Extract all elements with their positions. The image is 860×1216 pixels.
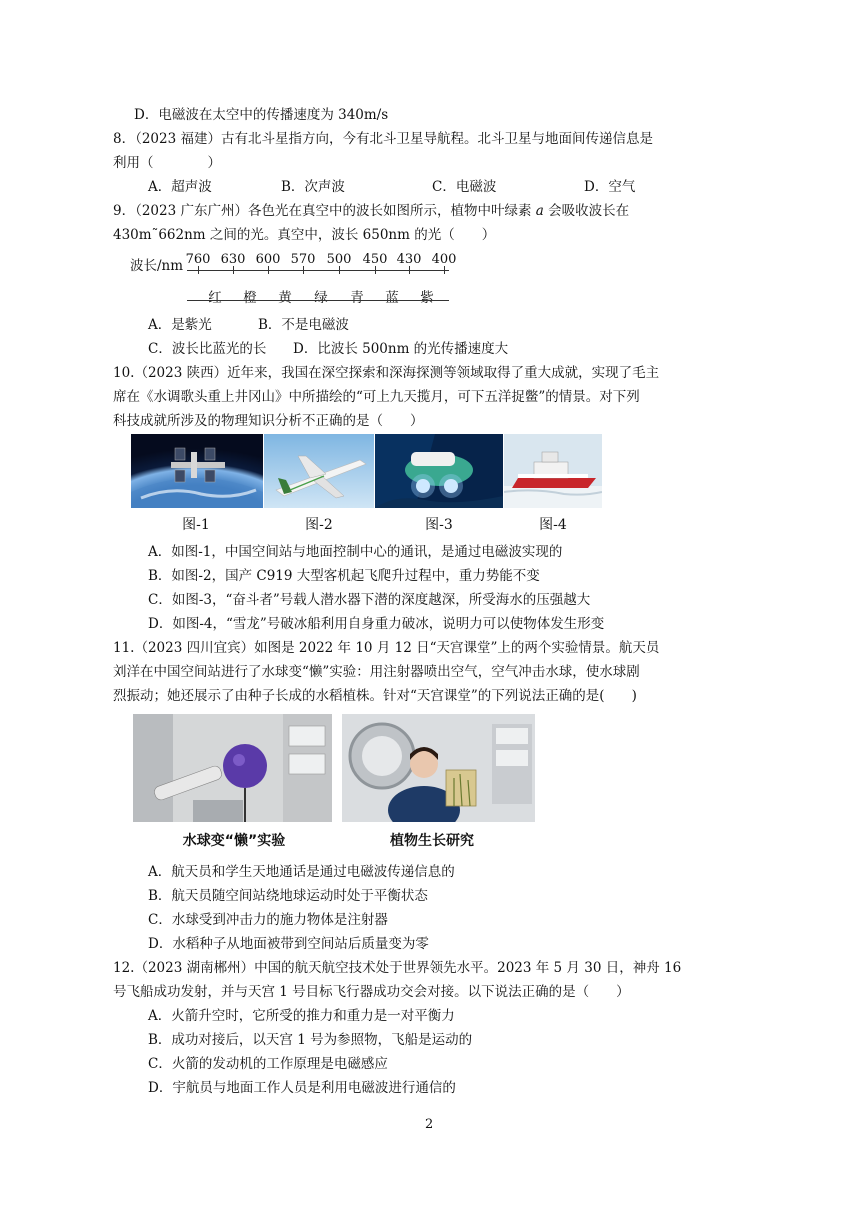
- q8-option-b: B．次声波: [281, 179, 345, 195]
- q8-stem-line2: 利用（ ）: [113, 155, 221, 171]
- q10-stem-line1: 10.（2023 陕西）近年来，我国在深空探索和深海探测等领域取得了重大成就，实现了毛主: [113, 365, 660, 381]
- q11-stem-line1: 11.（2023 四川宜宾）如图是 2022 年 10 月 12 日“天宫课堂”上的两个实验情景。航天员: [113, 640, 660, 656]
- color-cyan: 青: [350, 290, 364, 306]
- c919-plane-photo: [264, 434, 374, 508]
- wavelength-value: 450: [362, 252, 388, 267]
- wavelength-bottom-line: [187, 300, 449, 301]
- q8-option-d: D．空气: [584, 179, 636, 195]
- color-orange: 橙: [243, 290, 257, 306]
- q11-option-c: C．水球受到冲击力的施力物体是注射器: [148, 912, 388, 928]
- q11-option-a: A．航天员和学生天地通话是通过电磁波传递信息的: [148, 864, 455, 880]
- color-blue: 蓝: [385, 290, 399, 306]
- q11-stem-line2: 刘洋在中国空间站进行了水球变“懒”实验：用注射器喷出空气，空气冲击水球，使水球剧: [113, 664, 640, 680]
- q11-option-b: B．航天员随空间站绕地球运动时处于平衡状态: [148, 888, 428, 904]
- q9-stem-line1: [113, 203, 629, 219]
- q10-option-d: D．如图-4，“雪龙”号破冰船利用自身重力破冰，说明力可以使物体发生形变: [148, 616, 605, 632]
- wavelength-value: 570: [290, 252, 316, 267]
- submersible-photo: [375, 434, 503, 508]
- q10-stem-line2: 席在《水调歌头重上井冈山》中所描绘的“可上九天揽月，可下五洋捉鳖”的情景。对下列: [113, 389, 640, 405]
- wavelength-tick: [233, 266, 234, 274]
- q11-stem-line3: 烈振动；她还展示了由种子长成的水稻植株。针对“天宫课堂”的下列说法正确的是( ): [113, 688, 637, 704]
- q12-stem-line2: 号飞船成功发射，并与天宫 1 号目标飞行器成功交会对接。以下说法正确的是（ ）: [113, 984, 630, 1000]
- water-ball-photo: [133, 714, 332, 822]
- q9-option-d: D．比波长 500nm 的光传播速度大: [293, 341, 509, 357]
- wavelength-tick: [268, 266, 269, 274]
- color-violet: 紫: [420, 290, 434, 306]
- wavelength-tick: [409, 266, 410, 274]
- figure-caption-3: 图-3: [425, 517, 453, 533]
- q9-stem-text: 9．（2023 广东广州）各色光在真空中的波长如图所示，植物中叶绿素: [113, 203, 532, 219]
- wavelength-value: 600: [255, 252, 281, 267]
- plant-growth-photo: [342, 714, 535, 822]
- q12-option-b: B．成功对接后，以天宫 1 号为参照物，飞船是运动的: [148, 1032, 473, 1048]
- color-green: 绿: [314, 290, 328, 306]
- q10-option-b: B．如图-2，国产 C919 大型客机起飞爬升过程中，重力势能不变: [148, 568, 540, 584]
- wavelength-value: 430: [396, 252, 422, 267]
- wavelength-tick: [444, 266, 445, 274]
- q8-option-c: C．电磁波: [432, 179, 497, 195]
- wavelength-value: 500: [326, 252, 352, 267]
- color-red: 红: [208, 290, 222, 306]
- q9-option-a: A．是紫光: [148, 317, 212, 333]
- q10-stem-line3: 科技成就所涉及的物理知识分析不正确的是（ ）: [113, 413, 424, 429]
- plant-growth-caption: 植物生长研究: [390, 833, 474, 849]
- wavelength-tick: [375, 266, 376, 274]
- q9-var: a: [535, 203, 544, 219]
- page-number: 2: [425, 1117, 434, 1132]
- wavelength-tick: [303, 266, 304, 274]
- q8-option-a: A．超声波: [148, 179, 212, 195]
- color-yellow: 黄: [278, 290, 292, 306]
- space-station-photo: [131, 434, 263, 508]
- q9-stem-tail: 会吸收波长在: [548, 203, 630, 219]
- q7-option-d: D．电磁波在太空中的传播速度为 340m/s: [134, 107, 389, 123]
- q9-option-b: B．不是电磁波: [258, 317, 349, 333]
- q10-option-a: A．如图-1，中国空间站与地面控制中心的通讯，是通过电磁波实现的: [148, 544, 563, 560]
- wavelength-label: 波长/nm: [130, 258, 184, 274]
- q12-stem-line1: 12.（2023 湖南郴州）中国的航天航空技术处于世界领先水平。2023 年 5 月 30 日，神舟 16: [113, 960, 682, 976]
- figure-caption-2: 图-2: [305, 517, 333, 533]
- wavelength-value: 760: [185, 252, 211, 267]
- wavelength-tick: [339, 266, 340, 274]
- q9-option-c: C．波长比蓝光的长: [148, 341, 267, 357]
- q9-stem-line2: 430m˜662nm 之间的光。真空中，波长 650nm 的光（ ）: [113, 227, 496, 243]
- wavelength-value: 630: [220, 252, 246, 267]
- water-ball-caption: 水球变“懒”实验: [182, 833, 286, 849]
- q11-option-d: D．水稻种子从地面被带到空间站后质量变为零: [148, 936, 429, 952]
- figure-caption-1: 图-1: [182, 517, 210, 533]
- q12-option-a: A．火箭升空时，它所受的推力和重力是一对平衡力: [148, 1008, 455, 1024]
- wavelength-tick: [198, 266, 199, 274]
- q8-stem-line1: 8．（2023 福建）古有北斗星指方向，今有北斗卫星导航程。北斗卫星与地面间传递信息是: [113, 131, 653, 147]
- wavelength-value: 400: [431, 252, 457, 267]
- figure-caption-4: 图-4: [539, 517, 567, 533]
- q10-option-c: C．如图-3，“奋斗者”号载人潜水器下潜的深度越深，所受海水的压强越大: [148, 592, 591, 608]
- q12-option-c: C．火箭的发动机的工作原理是电磁感应: [148, 1056, 388, 1072]
- q12-option-d: D．宇航员与地面工作人员是利用电磁波进行通信的: [148, 1080, 456, 1096]
- icebreaker-photo: [504, 434, 602, 508]
